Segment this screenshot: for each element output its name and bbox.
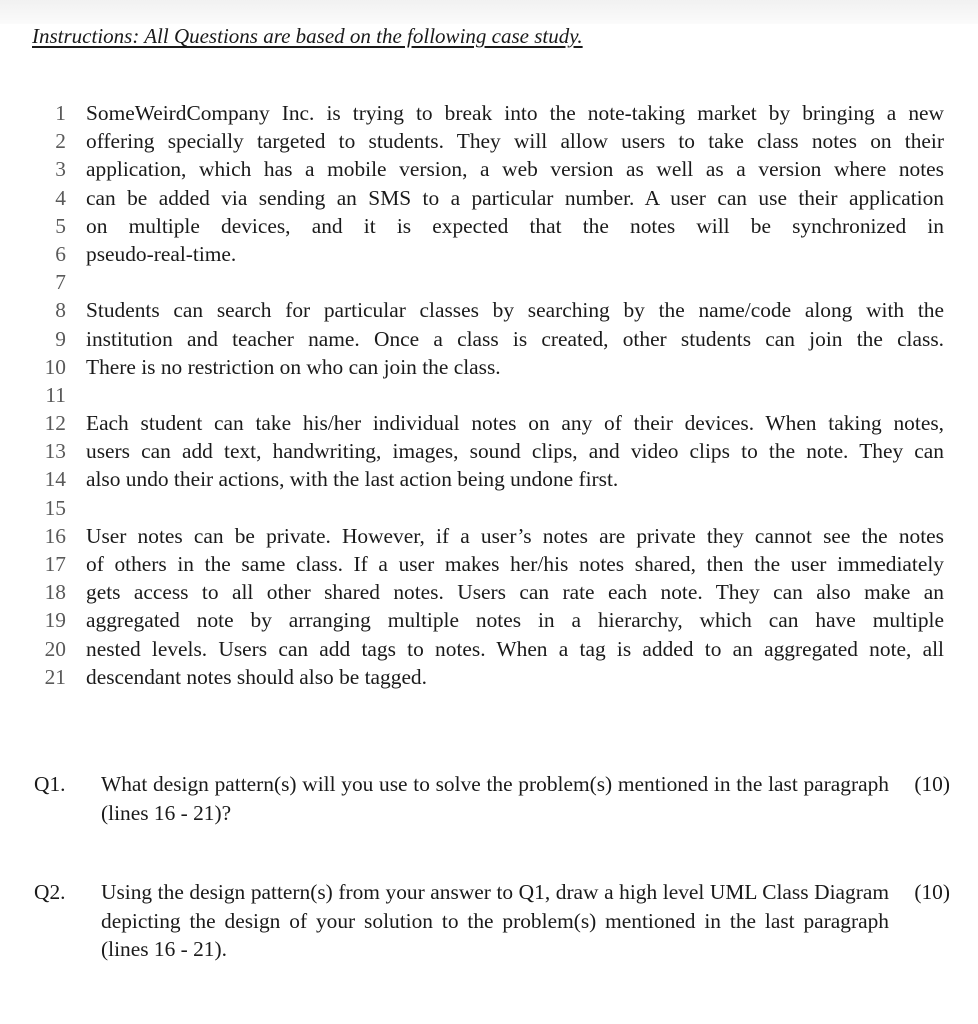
line-number: 18 — [44, 580, 66, 605]
line-number: 19 — [44, 608, 66, 633]
line-text: also undo their actions, with the last action being undone first. — [86, 467, 619, 492]
case-line — [34, 635, 944, 663]
line-text: User notes can be private. However, if a user’s notes are private they cannot see the notes — [86, 523, 944, 548]
case-line — [34, 155, 944, 183]
case-line — [34, 409, 944, 437]
case-line — [34, 212, 944, 240]
line-text: institution and teacher name. Once a class is created, other students can join the class. — [86, 326, 944, 351]
line-text: SomeWeirdCompany Inc. is trying to break into the note-taking market by bringing a new — [86, 101, 944, 125]
case-line — [34, 296, 944, 324]
line-text: gets access to all other shared notes. Users can rate each note. They can also make an — [86, 580, 944, 605]
line-number: 2 — [55, 129, 66, 154]
question-text: What design pattern(s) will you use to solve the problem(s) mentioned in the last paragraph (lines 16 - 21)? — [101, 772, 889, 825]
line-text: can be added via sending an SMS to a particular number. A user can use their application — [86, 185, 944, 210]
case-study-text — [34, 99, 944, 691]
line-text: offering specially targeted to students. They will allow users to take class notes on their — [86, 129, 944, 154]
case-line — [34, 184, 944, 212]
instructions-heading: Instructions: All Questions are based on the following case study. — [32, 24, 583, 48]
line-number: 11 — [45, 382, 66, 407]
line-text: on multiple devices, and it is expected that the notes will be synchronized in — [86, 213, 944, 238]
line-number: 21 — [44, 664, 66, 689]
line-number: 17 — [44, 552, 66, 576]
question-marks: (10) — [914, 880, 950, 904]
line-number: 16 — [44, 523, 66, 548]
line-text: of others in the same class. If a user makes her/his notes shared, then the user immediately — [86, 552, 944, 576]
case-line — [34, 663, 944, 691]
line-text: aggregated note by arranging multiple notes in a hierarchy, which can have multiple — [86, 608, 944, 633]
case-line — [34, 606, 944, 634]
line-number: 4 — [55, 185, 66, 210]
line-text: descendant notes should also be tagged. — [86, 664, 427, 689]
line-number: 1 — [55, 101, 66, 125]
question-marks: (10) — [914, 772, 950, 796]
line-text: There is no restriction on who can join the class. — [86, 354, 501, 379]
line-text: pseudo-real-time. — [86, 241, 237, 266]
case-line — [34, 325, 944, 353]
page-top-shadow — [0, 0, 978, 24]
line-number: 12 — [44, 411, 66, 436]
case-line — [34, 550, 944, 578]
line-text: nested levels. Users can add tags to notes. When a tag is added to an aggregated note, all — [86, 636, 944, 661]
case-line — [34, 522, 944, 550]
case-line — [34, 240, 944, 268]
line-number: 15 — [44, 495, 66, 520]
case-line — [34, 437, 944, 465]
line-number: 9 — [55, 326, 66, 351]
question-number: Q2. — [34, 880, 66, 904]
case-line — [34, 353, 944, 381]
case-line — [34, 127, 944, 155]
case-line — [34, 381, 944, 409]
question-text: Using the design pattern(s) from your answer to Q1, draw a high level UML Class Diagram depicting the design of your solution to the problem(s) mentioned in the last paragraph (lines 16 - 21). — [101, 880, 889, 961]
case-line — [34, 494, 944, 522]
line-number: 13 — [44, 439, 66, 464]
question-number: Q1. — [34, 772, 66, 796]
line-text: Each student can take his/her individual notes on any of their devices. When taking notes, — [86, 411, 944, 436]
line-number: 10 — [44, 354, 66, 379]
case-line — [34, 465, 944, 493]
line-number: 14 — [44, 467, 66, 492]
case-line — [34, 268, 944, 296]
case-line — [34, 578, 944, 606]
line-number: 6 — [55, 241, 66, 266]
line-number: 7 — [55, 270, 66, 295]
line-number: 20 — [44, 636, 66, 661]
line-text: application, which has a mobile version, a web version as well as a version where notes — [86, 157, 944, 182]
line-number: 5 — [55, 213, 66, 238]
line-number: 8 — [55, 298, 66, 323]
line-text: users can add text, handwriting, images, sound clips, and video clips to the note. They can — [86, 439, 944, 464]
line-number: 3 — [55, 157, 66, 182]
line-text: Students can search for particular classes by searching by the name/code along with the — [86, 298, 944, 323]
case-line — [34, 99, 944, 127]
